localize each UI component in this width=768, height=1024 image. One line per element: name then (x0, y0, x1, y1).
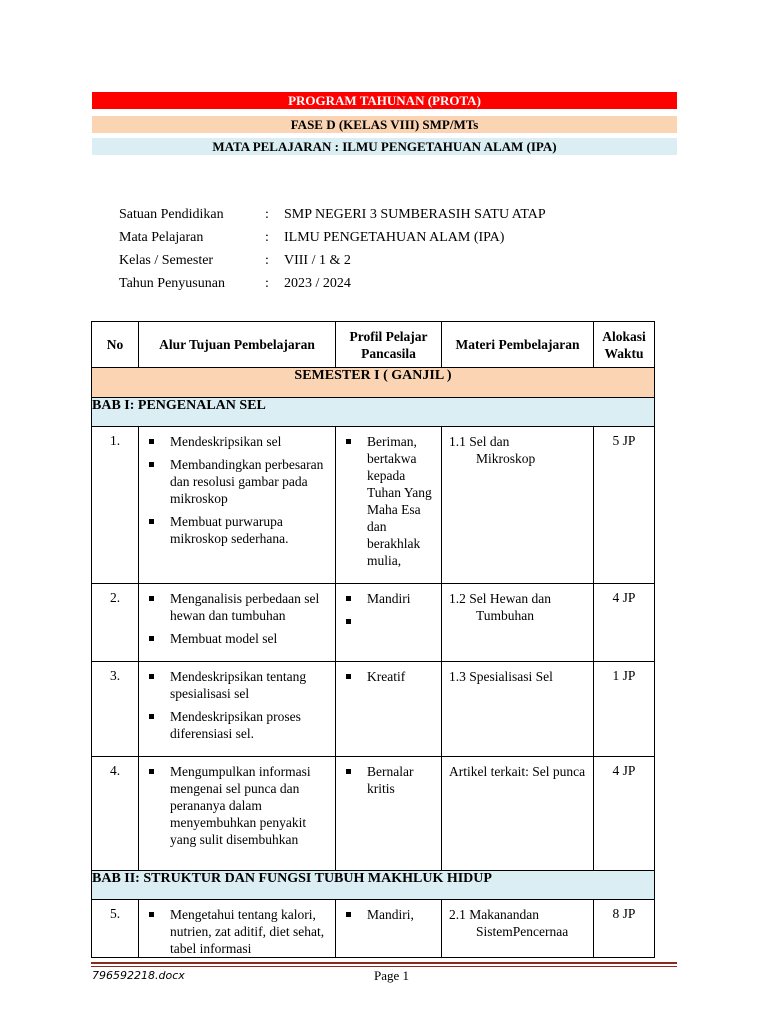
table-row (92, 757, 655, 871)
list-item: Bernalar kritis (344, 763, 437, 797)
materi-text-indent: Tumbuhan (476, 608, 535, 623)
list-item: Membuat purwarupa mikroskop sederhana. (147, 513, 331, 547)
list-item: Membuat model sel (147, 630, 331, 647)
row-number: 4. (92, 757, 139, 871)
alokasi-cell: 4 JP (594, 584, 655, 662)
materi-cell (442, 757, 594, 871)
materi-cell (442, 427, 594, 584)
footer-filename: 796592218.docx (92, 969, 185, 982)
profil-cell (336, 757, 442, 871)
document-info (119, 205, 546, 297)
row-number: 1. (92, 427, 139, 584)
info-separator: : (265, 253, 269, 268)
list-item: Mendeskripsikan sel (147, 433, 331, 450)
info-row (119, 228, 546, 251)
profil-cell (336, 427, 442, 584)
chapter-label: BAB II: STRUKTUR DAN FUNGSI TUBUH MAKHLUK HIDUP (92, 871, 655, 900)
info-label: Tahun Penyusunan (119, 276, 225, 291)
materi-text-indent: SistemPencernaa (476, 924, 569, 939)
info-separator: : (265, 207, 269, 222)
list-item: Mendeskripsikan proses diferensiasi sel. (147, 708, 331, 742)
table-row (92, 662, 655, 757)
semester-row (92, 368, 655, 398)
info-separator: : (265, 230, 269, 245)
table-row (92, 427, 655, 584)
atp-cell (139, 662, 336, 757)
alokasi-cell: 4 JP (594, 757, 655, 871)
materi-text: 1.2 Sel Hewan dan (449, 591, 551, 606)
info-label: Kelas / Semester (119, 253, 214, 268)
row-number: 2. (92, 584, 139, 662)
info-label: Satuan Pendidikan (119, 207, 224, 222)
info-value: 2023 / 2024 (284, 276, 351, 291)
alokasi-cell: 5 JP (594, 427, 655, 584)
row-number: 3. (92, 662, 139, 757)
prota-table (91, 321, 655, 958)
info-label: Mata Pelajaran (119, 230, 204, 245)
chapter-label: BAB I: PENGENALAN SEL (92, 398, 655, 427)
materi-text: Artikel terkait: Sel punca (449, 764, 586, 779)
materi-cell (442, 584, 594, 662)
list-item: Mendeskripsikan tentang spesialisasi sel (147, 668, 331, 702)
info-value: SMP NEGERI 3 SUMBERASIH SATU ATAP (284, 207, 546, 222)
title-banner-fase: FASE D (KELAS VIII) SMP/MTs (92, 116, 677, 133)
footer-rule (91, 966, 677, 967)
list-item: Beriman, bertakwa kepada Tuhan Yang Maha Esa dan berakhlak mulia, (344, 433, 437, 569)
profil-cell (336, 900, 442, 958)
list-item: Mandiri (344, 590, 437, 607)
info-value: ILMU PENGETAHUAN ALAM (IPA) (284, 230, 505, 245)
profil-cell (336, 584, 442, 662)
list-item: Mandiri, (344, 906, 437, 923)
table-header-row (92, 322, 655, 368)
header-atp: Alur Tujuan Pembelajaran (139, 322, 336, 368)
list-item: Kreatif (344, 668, 437, 685)
chapter-row (92, 398, 655, 427)
title-banner-mapel: MATA PELAJARAN : ILMU PENGETAHUAN ALAM (IPA) (92, 138, 677, 155)
materi-text-indent: Mikroskop (476, 451, 536, 466)
footer-rule (91, 962, 677, 964)
chapter-row (92, 871, 655, 900)
info-row (119, 251, 546, 274)
footer-page-number: Page 1 (374, 968, 410, 983)
atp-cell (139, 757, 336, 871)
row-number: 5. (92, 900, 139, 958)
materi-text: 2.1 Makanandan (449, 907, 539, 922)
alokasi-cell: 1 JP (594, 662, 655, 757)
header-alokasi: Alokasi Waktu (594, 322, 655, 368)
list-item: Mengetahui tentang kalori, nutrien, zat aditif, diet sehat, tabel informasi (147, 906, 331, 957)
title-banner-prota: PROGRAM TAHUNAN (PROTA) (92, 92, 677, 109)
info-value: VIII / 1 & 2 (284, 253, 351, 268)
alokasi-cell: 8 JP (594, 900, 655, 958)
materi-text: 1.3 Spesialisasi Sel (449, 669, 553, 684)
header-no: No (92, 322, 139, 368)
materi-cell (442, 900, 594, 958)
info-separator: : (265, 276, 269, 291)
atp-cell (139, 427, 336, 584)
materi-text: 1.1 Sel dan (449, 434, 510, 449)
table-row (92, 584, 655, 662)
materi-cell (442, 662, 594, 757)
list-item: Mengumpulkan informasi mengenai sel punca dan perananya dalam menyembuhkan penyakit yang sulit disembuhkan (147, 763, 331, 848)
table-row (92, 900, 655, 958)
list-item (344, 613, 437, 630)
profil-cell (336, 662, 442, 757)
header-materi: Materi Pembelajaran (442, 322, 594, 368)
semester-label: SEMESTER I ( GANJIL ) (92, 368, 655, 398)
atp-cell (139, 900, 336, 958)
info-row (119, 205, 546, 228)
header-profil: Profil Pelajar Pancasila (336, 322, 442, 368)
info-row (119, 274, 546, 297)
list-item: Membandingkan perbesaran dan resolusi gambar pada mikroskop (147, 456, 331, 507)
atp-cell (139, 584, 336, 662)
list-item: Menganalisis perbedaan sel hewan dan tumbuhan (147, 590, 331, 624)
